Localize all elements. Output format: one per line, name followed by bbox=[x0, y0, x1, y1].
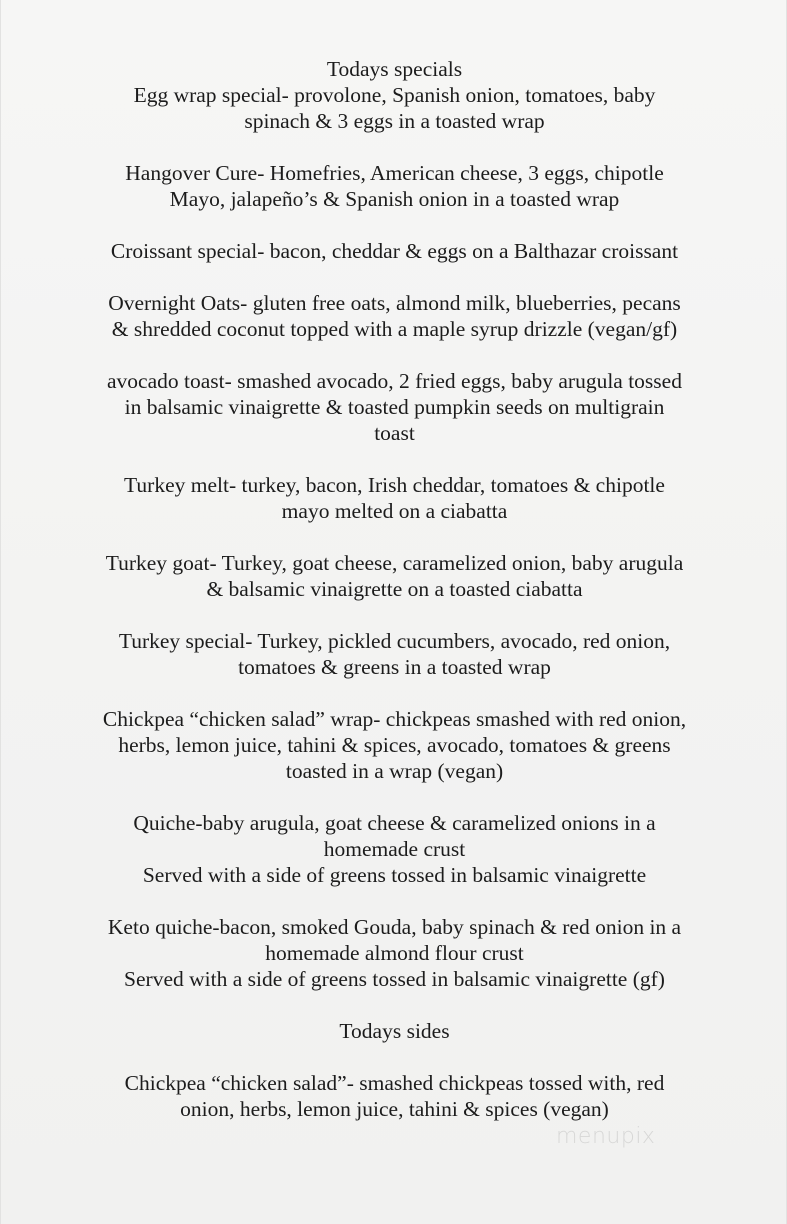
menu-line: Keto quiche-bacon, smoked Gouda, baby spinach & red onion in a bbox=[107, 915, 682, 939]
menu-line: Served with a side of greens tossed in balsamic vinaigrette bbox=[142, 863, 647, 887]
menu-line: homemade crust bbox=[323, 837, 466, 861]
menu-line: Chickpea “chicken salad”- smashed chickpeas tossed with, red bbox=[124, 1071, 665, 1095]
menu-line: homemade almond flour crust bbox=[265, 941, 524, 965]
menu-line: Todays specials bbox=[326, 57, 463, 81]
menu-block-turkey-melt bbox=[61, 472, 728, 524]
menu-line: avocado toast- smashed avocado, 2 fried eggs, baby arugula tossed bbox=[107, 369, 682, 393]
menu-line: toast bbox=[374, 421, 415, 445]
menu-block-turkey-goat bbox=[61, 550, 728, 602]
menu-line: mayo melted on a ciabatta bbox=[281, 499, 508, 523]
menu-line: tomatoes & greens in a toasted wrap bbox=[238, 655, 551, 679]
menu-block-turkey-special bbox=[61, 628, 728, 680]
menu-block-todays-specials-heading bbox=[61, 56, 728, 134]
menu-block-croissant-special bbox=[61, 238, 728, 264]
menu-line: Overnight Oats- gluten free oats, almond milk, blueberries, pecans bbox=[108, 291, 681, 315]
menu-line: Quiche-baby arugula, goat cheese & caramelized onions in a bbox=[133, 811, 656, 835]
menu-block-todays-sides-heading bbox=[61, 1018, 728, 1044]
menu-line: Turkey special- Turkey, pickled cucumbers, avocado, red onion, bbox=[118, 629, 671, 653]
menu-line: toasted in a wrap (vegan) bbox=[285, 759, 504, 783]
menu-block-keto-quiche bbox=[61, 914, 728, 992]
watermark: menupix bbox=[556, 1124, 656, 1149]
menu-line: Todays sides bbox=[339, 1019, 450, 1043]
menu-block-quiche bbox=[61, 810, 728, 888]
menu-line: spinach & 3 eggs in a toasted wrap bbox=[244, 109, 545, 133]
menu-line: Mayo, jalapeño’s & Spanish onion in a toasted wrap bbox=[169, 187, 620, 211]
menu-block-avocado-toast bbox=[61, 368, 728, 446]
menu-line: onion, herbs, lemon juice, tahini & spices (vegan) bbox=[180, 1097, 609, 1121]
menu-line: Served with a side of greens tossed in balsamic vinaigrette (gf) bbox=[124, 967, 665, 991]
menu-line: in balsamic vinaigrette & toasted pumpkin seeds on multigrain bbox=[124, 395, 665, 419]
menu-block-hangover-cure bbox=[61, 160, 728, 212]
menu-block-chickpea-wrap bbox=[61, 706, 728, 784]
specials-menu bbox=[61, 56, 728, 1148]
menu-line: Hangover Cure- Homefries, American cheese, 3 eggs, chipotle bbox=[125, 161, 664, 185]
menu-line: herbs, lemon juice, tahini & spices, avocado, tomatoes & greens bbox=[118, 733, 671, 757]
menu-line: Chickpea “chicken salad” wrap- chickpeas smashed with red onion, bbox=[102, 707, 687, 731]
menu-line: & shredded coconut topped with a maple syrup drizzle (vegan/gf) bbox=[111, 317, 678, 341]
menu-block-chickpea-side bbox=[61, 1070, 728, 1122]
menu-line: Turkey goat- Turkey, goat cheese, caramelized onion, baby arugula bbox=[105, 551, 684, 575]
menu-line: Egg wrap special- provolone, Spanish onion, tomatoes, baby bbox=[133, 83, 656, 107]
menu-block-overnight-oats bbox=[61, 290, 728, 342]
menu-line: & balsamic vinaigrette on a toasted ciabatta bbox=[206, 577, 583, 601]
menu-line: Turkey melt- turkey, bacon, Irish cheddar, tomatoes & chipotle bbox=[124, 473, 665, 497]
menu-line: Croissant special- bacon, cheddar & eggs on a Balthazar croissant bbox=[110, 239, 679, 263]
